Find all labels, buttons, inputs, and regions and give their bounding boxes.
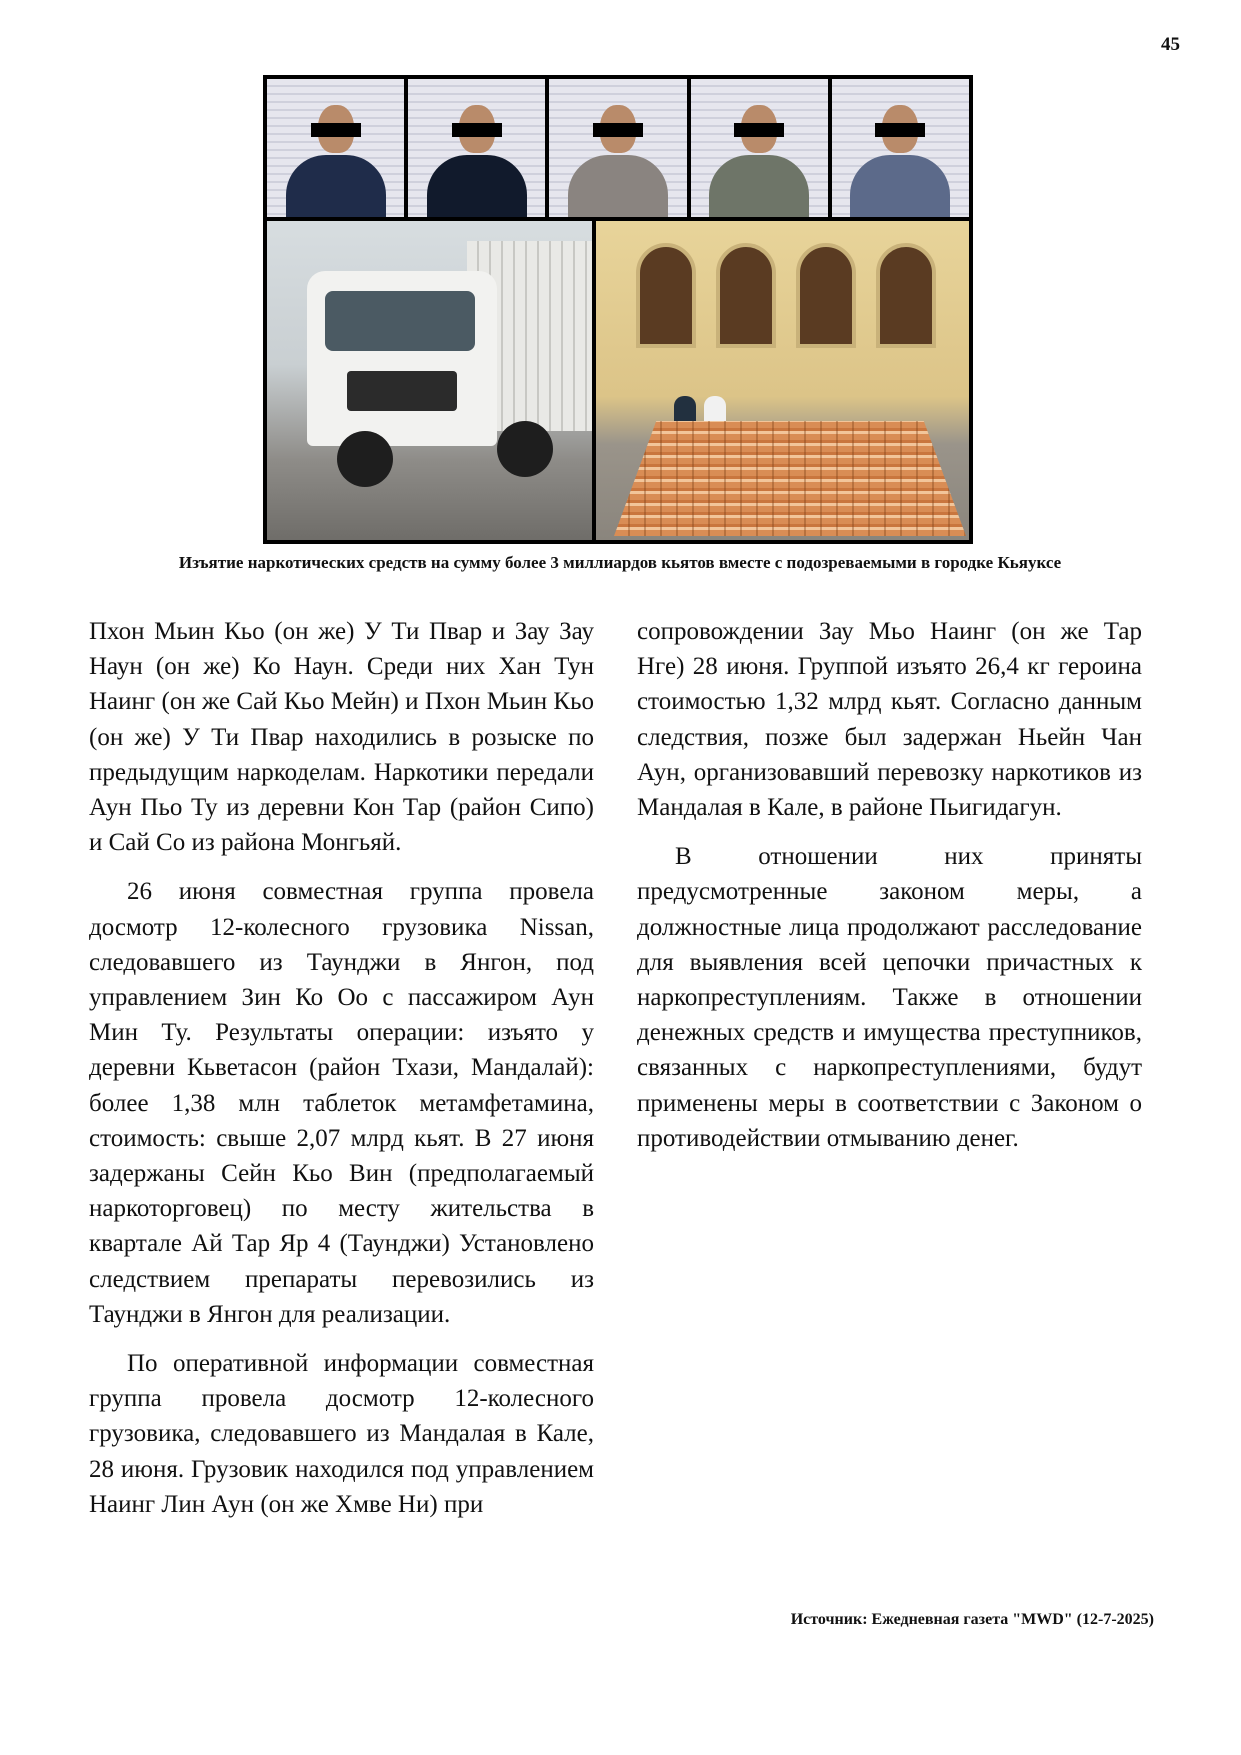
photo-caption: Изъятие наркотических средств на сумму более 3 миллиардов кьятов вместе с подозреваемыми в городке Кьяуксе (178, 553, 1062, 572)
text-column-right (637, 614, 1142, 1170)
seizure-photos (267, 221, 969, 540)
suspect-photo-2 (408, 79, 545, 217)
seized-drugs-photo (596, 221, 969, 540)
source-note: Источник: Ежедневная газета "MWD" (12-7-2025) (790, 1611, 1154, 1628)
paragraph: Пхон Мьин Кьо (он же) У Ти Пвар и Зау Зау Наун (он же) Ко Наун. Среди них Хан Тун Наинг (он же Сай Кьо Мейн) и Пхон Мьин Кьо (он же) У Ти Пвар находились в розыске по предыдущим наркоделам. Наркотики передали Аун Пьо Ту из деревни Кон Тар (район Сипо) и Сай Со из района Монгьяй. (89, 618, 594, 857)
suspect-photo-1 (267, 79, 404, 217)
paragraph: В отношении них приняты предусмотренные законом меры, а должностные лица продолжают расследование для выявления всей цепочки причастных к наркопреступлениям. Также в отношении денежных средств и имущества преступников, связанных с наркопреступлениями, будут применены меры в соответствии с Законом о противодействии отмыванию денег. (637, 843, 1142, 1152)
text-column-left (89, 614, 594, 1536)
paragraph: сопровождении Зау Мьо Наинг (он же Тар Нге) 28 июня. Группой изъято 26,4 кг героина стоимостью 1,32 млрд кьят. Согласно данным следствия, позже был задержан Ньейн Чан Аун, организовавший перевозку наркотиков из Мандалая в Кале, в районе Пьигидагун. (637, 618, 1142, 822)
truck-photo (267, 221, 592, 540)
paragraph: По оперативной информации совместная группа провела досмотр 12-колесного грузовика, следовавшего из Мандалая в Кале, 28 июня. Грузовик находился под управлением Наинг Лин Аун (он же Хмве Ни) при (89, 1350, 594, 1518)
suspect-photo-3 (549, 79, 686, 217)
suspect-mugshots (267, 79, 969, 217)
suspect-photo-5 (832, 79, 969, 217)
paragraph: 26 июня совместная группа провела досмотр 12-колесного грузовика Nissan, следовавшего из Таунджи в Янгон, под управлением Зин Ко Оо с пассажиром Аун Мин Ту. Результаты операции: изъято у деревни Кьветасон (район Тхази, Мандалай): более 1,38 млн таблеток метамфетамина, стоимость: свыше 2,07 млрд кьят. В 27 июня задержаны Сейн Кьо Вин (предполагаемый наркоторговец) по месту жительства в квартале Ай Тар Яр 4 (Таунджи) Установлено следствием препараты перевозились из Таунджи в Янгон для реализации. (89, 878, 594, 1328)
suspect-photo-4 (691, 79, 828, 217)
news-photo (263, 75, 973, 544)
page-number: 45 (1161, 34, 1180, 55)
